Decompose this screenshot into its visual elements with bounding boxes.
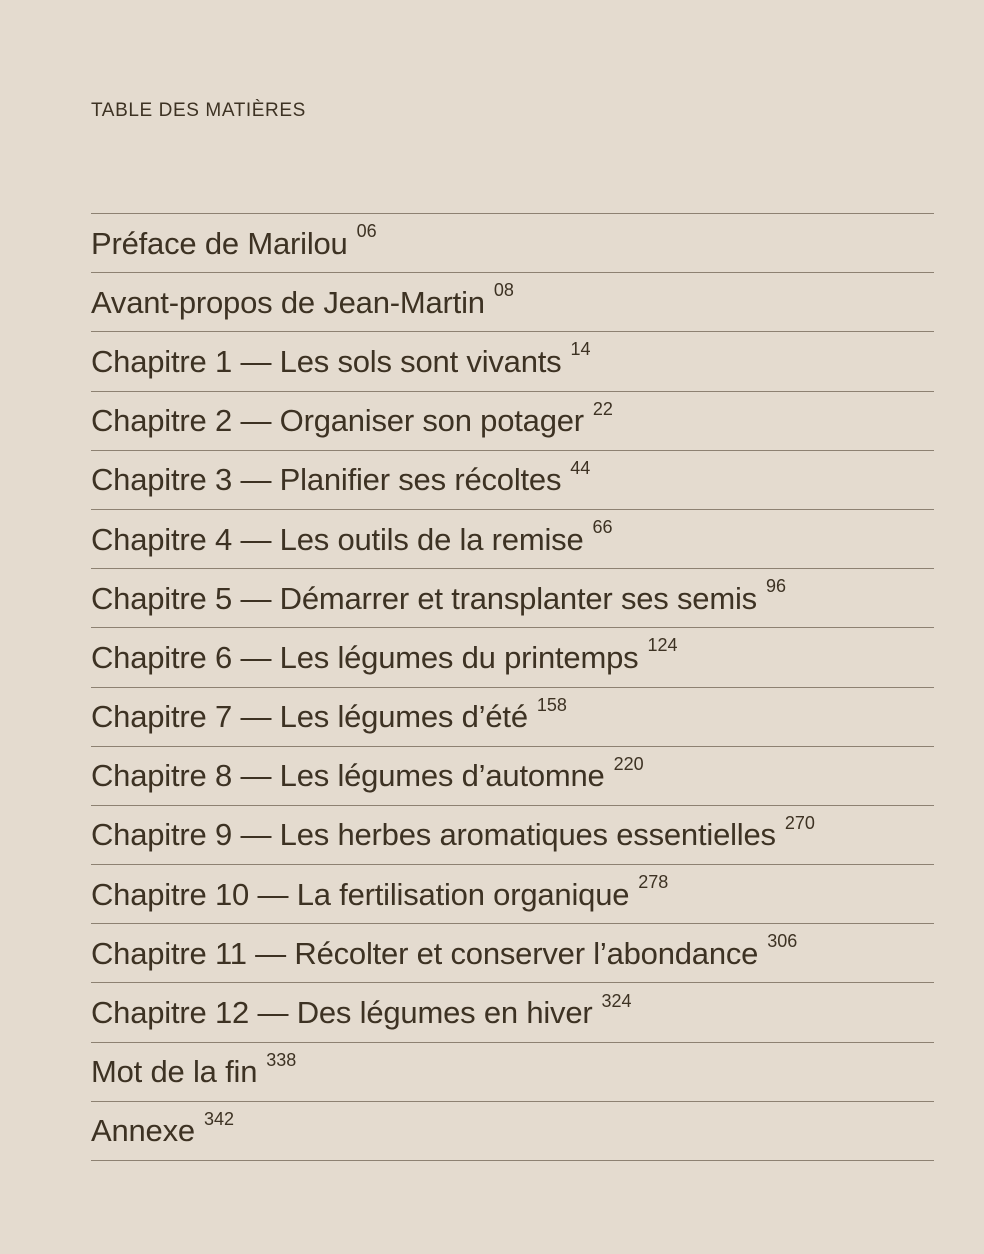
toc-entry-title: Chapitre 12 — Des légumes en hiver (91, 995, 593, 1031)
toc-entry-chapitre-8[interactable] (91, 747, 934, 806)
toc-entry-page-number: 158 (536, 694, 567, 715)
toc-entry-title: Chapitre 2 — Organiser son potager (91, 403, 584, 439)
toc-entry-page-number: 22 (592, 398, 613, 419)
toc-entry-title: Annexe (91, 1113, 195, 1149)
toc-entry-chapitre-6[interactable] (91, 628, 934, 687)
toc-entry-title: Préface de Marilou (91, 225, 348, 261)
toc-entry-page-number: 66 (592, 517, 613, 538)
toc-entry-avant-propos[interactable] (91, 273, 934, 332)
toc-entry-chapitre-11[interactable] (91, 924, 934, 983)
toc-entry-chapitre-7[interactable] (91, 688, 934, 747)
toc-entry-chapitre-10[interactable] (91, 865, 934, 924)
toc-entry-title: Chapitre 7 — Les légumes d’été (91, 699, 528, 735)
toc-entry-chapitre-2[interactable] (91, 392, 934, 451)
toc-entry-title: Chapitre 11 — Récolter et conserver l’abondance (91, 935, 759, 971)
toc-heading: TABLE DES MATIÈRES (91, 100, 306, 121)
toc-entry-chapitre-9[interactable] (91, 806, 934, 865)
toc-entry-page-number: 338 (266, 1049, 297, 1070)
toc-entry-chapitre-3[interactable] (91, 451, 934, 510)
toc-entry-page-number: 342 (203, 1108, 234, 1129)
toc-entry-title: Avant-propos de Jean-Martin (91, 284, 485, 320)
toc-entry-title: Chapitre 10 — La fertilisation organique (91, 876, 630, 912)
toc-entry-chapitre-12[interactable] (91, 983, 934, 1042)
toc-entry-page-number: 08 (493, 280, 514, 301)
toc-entry-chapitre-4[interactable] (91, 510, 934, 569)
toc-entry-page-number: 124 (647, 635, 678, 656)
toc-list (91, 213, 934, 1161)
toc-entry-page-number: 278 (638, 872, 669, 893)
toc-entry-title: Mot de la fin (91, 1054, 258, 1090)
toc-entry-title: Chapitre 8 — Les légumes d’automne (91, 758, 605, 794)
toc-entry-title: Chapitre 1 — Les sols sont vivants (91, 343, 562, 379)
toc-entry-title: Chapitre 3 — Planifier ses récoltes (91, 462, 562, 498)
toc-entry-title: Chapitre 5 — Démarrer et transplanter ses semis (91, 580, 757, 616)
toc-entry-page-number: 14 (570, 339, 591, 360)
toc-entry-page-number: 220 (613, 753, 644, 774)
toc-entry-annexe[interactable] (91, 1102, 934, 1161)
toc-entry-page-number: 96 (765, 576, 786, 597)
toc-entry-preface[interactable] (91, 214, 934, 273)
toc-entry-page-number: 324 (601, 990, 632, 1011)
toc-entry-page-number: 270 (784, 812, 815, 833)
toc-entry-page-number: 06 (356, 221, 377, 242)
toc-entry-page-number: 44 (570, 457, 591, 478)
toc-entry-chapitre-1[interactable] (91, 332, 934, 391)
toc-entry-chapitre-5[interactable] (91, 569, 934, 628)
toc-entry-title: Chapitre 4 — Les outils de la remise (91, 521, 584, 557)
toc-entry-title: Chapitre 9 — Les herbes aromatiques essentielles (91, 817, 776, 853)
toc-entry-title: Chapitre 6 — Les légumes du printemps (91, 639, 639, 675)
toc-entry-mot-de-la-fin[interactable] (91, 1043, 934, 1102)
toc-entry-page-number: 306 (767, 931, 798, 952)
